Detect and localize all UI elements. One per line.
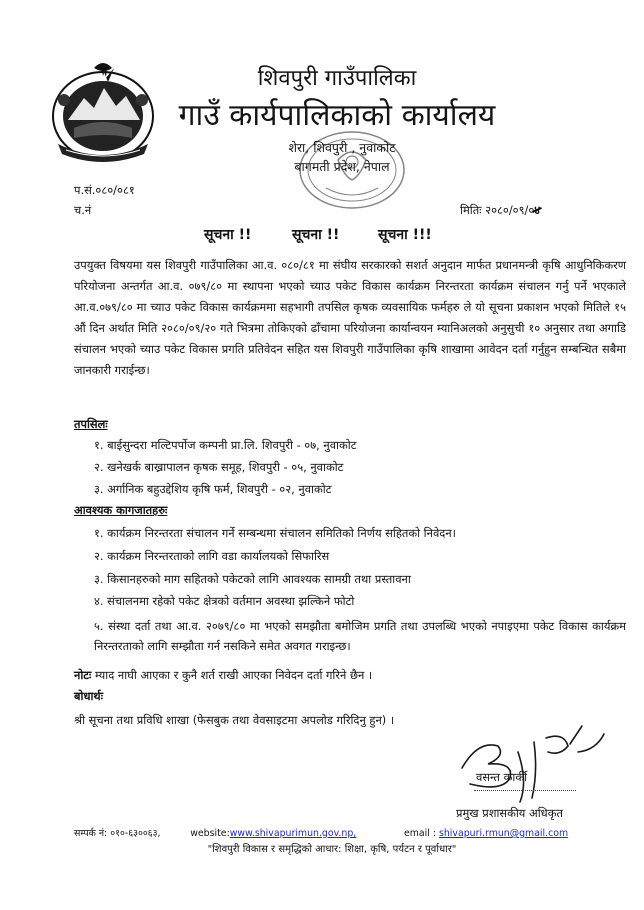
tapasil-item: १. बाईसुन्दरा मल्टिपर्पोज कम्पनी प्रा.लि. शिवपुरी - ०७, नुवाकोट xyxy=(94,438,357,452)
document-item: २. कार्यक्रम निरन्तरताको लागि वडा कार्यालयको सिफारिस xyxy=(94,549,330,563)
tapasil-item: ३. अर्गानिक बहुउद्देशिय कृषि फर्म, शिवपुरी - ०२, नुवाकोट xyxy=(94,482,332,496)
note-line xyxy=(74,668,372,682)
required-documents-heading: आवश्यक कागजातहरुः xyxy=(74,503,168,517)
office-stamp xyxy=(296,130,408,210)
date-label: मितिः xyxy=(460,203,482,217)
document-item: ३. किसानहरुको माग सहितको पकेटको लागि आवश्यक सामग्री तथा प्रस्तावना xyxy=(94,572,411,586)
rural-municipality-name: शिवपुरी गाउँपालिका xyxy=(257,66,417,91)
note-label: नोटः xyxy=(74,668,92,682)
office-name: गाउँ कार्यपालिकाको कार्यालय xyxy=(178,98,496,133)
document-item: ४. संचालनमा रहेको पकेट क्षेत्रको वर्तमान अवस्था झल्किने फोटो xyxy=(94,594,355,608)
note-text: म्याद नाघी आएका र कुनै शर्त राखी आएका निवेदन दर्ता गरिने छैन । xyxy=(94,668,373,682)
contact-number: ०१०-६३००६३, xyxy=(110,828,161,839)
footer-contact-line xyxy=(74,827,568,841)
signature-dotted-line xyxy=(474,790,576,791)
cc-heading: बोधार्थः xyxy=(74,689,103,703)
document-item: ५. संस्था दर्ता तथा आ.व. २०७९/८० मा भएको समझौता बमोजिम प्रगति तथा उपलब्धि भएको नपाइएमा पकेट विकास कार्यक्रम निरन्तरताको लागि सम्झौता गर्न नसकिने समेत अवगत गराइन्छ। xyxy=(94,619,626,653)
website-link[interactable]: www.shivapurimun.gov.np, xyxy=(229,828,357,839)
notice-heading-2: सूचना !! xyxy=(292,227,340,243)
office-location: शेरा, शिवपुरी , नुवाकोट xyxy=(288,140,396,155)
tapasil-heading: तपसिलः xyxy=(74,417,108,431)
email-label: email : xyxy=(403,828,436,839)
date-struck-digit: ४ xyxy=(534,203,541,217)
province-line: बागमती प्रदेश, नेपाल xyxy=(294,159,390,174)
signer-name: वसन्त कार्की xyxy=(476,770,528,784)
date-line xyxy=(460,203,540,217)
dispatch-number-label: च.नं xyxy=(74,203,92,217)
website-label: website: xyxy=(190,828,230,839)
footer-slogan: "शिवपुरी विकास र समृद्धिको आधार: शिक्षा, कृषि, पर्यटन र पूर्वाधार" xyxy=(207,844,457,855)
notice-heading-3: सूचना !!! xyxy=(378,227,432,243)
date-value: २०८०/०९/० xyxy=(485,203,535,217)
email-link[interactable]: shivapuri.rmun@gmail.com xyxy=(438,828,569,839)
cc-recipient: श्री सूचना तथा प्रविधि शाखा (फेसबुक तथा वेवसाइटमा अपलोड गरिदिनु हुन) । xyxy=(74,713,395,727)
handwritten-signature xyxy=(448,722,612,814)
reference-number: प.सं.०८०/०८१ xyxy=(74,183,135,197)
notice-heading-1: सूचना !! xyxy=(204,227,252,243)
contact-label: सम्पर्क नं: xyxy=(74,828,108,839)
notice-body-paragraph: उपयुक्त विषयमा यस शिवपुरी गाउँपालिका आ.व. ०८०/८१ मा संघीय सरकारको सशर्त अनुदान मार्फत प्रधानमन्त्री कृषि आधुनिकिकरण परियोजना अन्तर्गत आ.व. ०७९/८० मा स्थापना भएको च्याउ पकेट विकास कार्यक्रम निरन्तरता कार्यक्रम संचालन गर्नु पर्ने भएकाले आ.व.०७९/८० मा च्याउ पकेट विकास कार्यक्रममा सहभागी तपसिल कृषक व्यवसायिक फर्महरु ले यो सूचना प्रकाशन भएको मितिले १५ औं दिन अर्थात मिति २०८०/०९/२० गते भित्रमा तोकिएको ढाँचामा परियोजना कार्यान्वयन म्यानिअलको अनुसुची १० अनुसार तथा अगाडि संचालन भएको च्याउ पकेट विकास प्रगति प्रतिवेदन सहित यस शिवपुरी गाउँपालिका कृषि शाखामा आवेदन दर्ता गर्नुहुन सम्बन्धित सबैमा जानकारी गराईन्छ। xyxy=(74,258,626,377)
signer-title: प्रमुख प्रशासकीय अधिकृत xyxy=(456,806,563,820)
tapasil-item: २. खनेखर्क बाख्रापालन कृषक समूह, शिवपुरी - ०५, नुवाकोट xyxy=(94,460,344,474)
document-item: १. कार्यक्रम निरन्तरता संचालन गर्ने सम्बन्धमा संचालन समितिको निर्णय सहितको निवेदन। xyxy=(94,526,456,540)
